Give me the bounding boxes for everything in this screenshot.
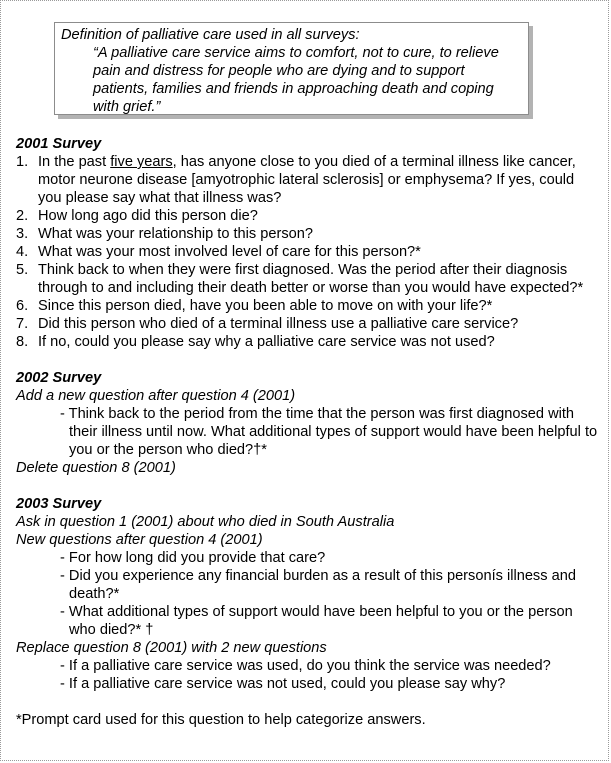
question-item — [16, 225, 601, 243]
question-text: What was your most involved level of care for this person?* — [38, 244, 421, 260]
question-number: 2. — [16, 208, 29, 224]
footnote: *Prompt card used for this question to help categorize answers. — [16, 712, 426, 728]
survey-2003-new-note: New questions after question 4 (2001) — [16, 532, 263, 548]
survey-2003-replace-question: - If a palliative care service was used, do you think the service was needed? — [60, 658, 551, 674]
question-item — [16, 297, 601, 315]
question-item — [16, 315, 601, 333]
underlined-phrase: five years — [110, 154, 173, 170]
survey-content — [16, 135, 601, 729]
survey-2001-questions — [16, 153, 601, 351]
question-number: 6. — [16, 298, 29, 314]
survey-2002-add-note: Add a new question after question 4 (2001) — [16, 388, 296, 404]
question-item — [16, 153, 601, 207]
survey-2001-title: 2001 Survey — [16, 136, 102, 152]
question-number: 3. — [16, 226, 29, 242]
question-text: If no, could you please say why a palliative care service was not used? — [38, 334, 495, 350]
survey-2002-delete-note: Delete question 8 (2001) — [16, 460, 176, 476]
question-number: 1. — [16, 154, 29, 170]
definition-quote: “A palliative care service aims to comfort, not to cure, to relieve pain and distress for people who are dying and to support patients, families and friends in approaching death and coping with grief.” — [93, 45, 499, 115]
survey-2002-new-question: - Think back to the period from the time that the person was first diagnosed with their illness until now. What additional types of support would have been helpful to you or the person who died?†* — [60, 406, 598, 458]
question-text: Think back to when they were first diagnosed. Was the period after their diagnosis through to and including their death better or worse than you would have expected?* — [38, 262, 584, 296]
question-text: Did this person who died of a terminal illness use a palliative care service? — [38, 316, 519, 332]
question-text-suffix: , has anyone close to you died of a terminal illness like cancer, motor neurone disease [amyotrophic lateral sclerosis] or emphysema? If yes, could you please say what that illness was? — [38, 154, 576, 206]
question-number: 4. — [16, 244, 29, 260]
question-text-prefix: In the past — [38, 154, 111, 170]
survey-2003-replace-question: - If a palliative care service was not used, could you please say why? — [60, 676, 506, 692]
survey-2003-replace-note: Replace question 8 (2001) with 2 new questions — [16, 640, 327, 656]
question-text: What was your relationship to this person? — [38, 226, 313, 242]
question-item — [16, 207, 601, 225]
definition-box — [54, 22, 529, 115]
survey-2003-new-question: - What additional types of support would have been helpful to you or the person who died?* † — [60, 604, 573, 638]
survey-2003-title: 2003 Survey — [16, 496, 102, 512]
question-item — [16, 243, 601, 261]
question-number: 5. — [16, 262, 29, 278]
question-item — [16, 333, 601, 351]
question-text: Since this person died, have you been able to move on with your life?* — [38, 298, 493, 314]
question-number: 8. — [16, 334, 29, 350]
survey-2003-ask-note: Ask in question 1 (2001) about who died in South Australia — [16, 514, 395, 530]
survey-2002-title: 2002 Survey — [16, 370, 102, 386]
question-item — [16, 261, 601, 297]
question-text: How long ago did this person die? — [38, 208, 258, 224]
survey-2003-new-question: - For how long did you provide that care? — [60, 550, 326, 566]
survey-2003-new-question: - Did you experience any financial burden as a result of this personís illness and death?* — [60, 568, 576, 602]
question-number: 7. — [16, 316, 29, 332]
definition-heading: Definition of palliative care used in all surveys: — [61, 27, 360, 43]
